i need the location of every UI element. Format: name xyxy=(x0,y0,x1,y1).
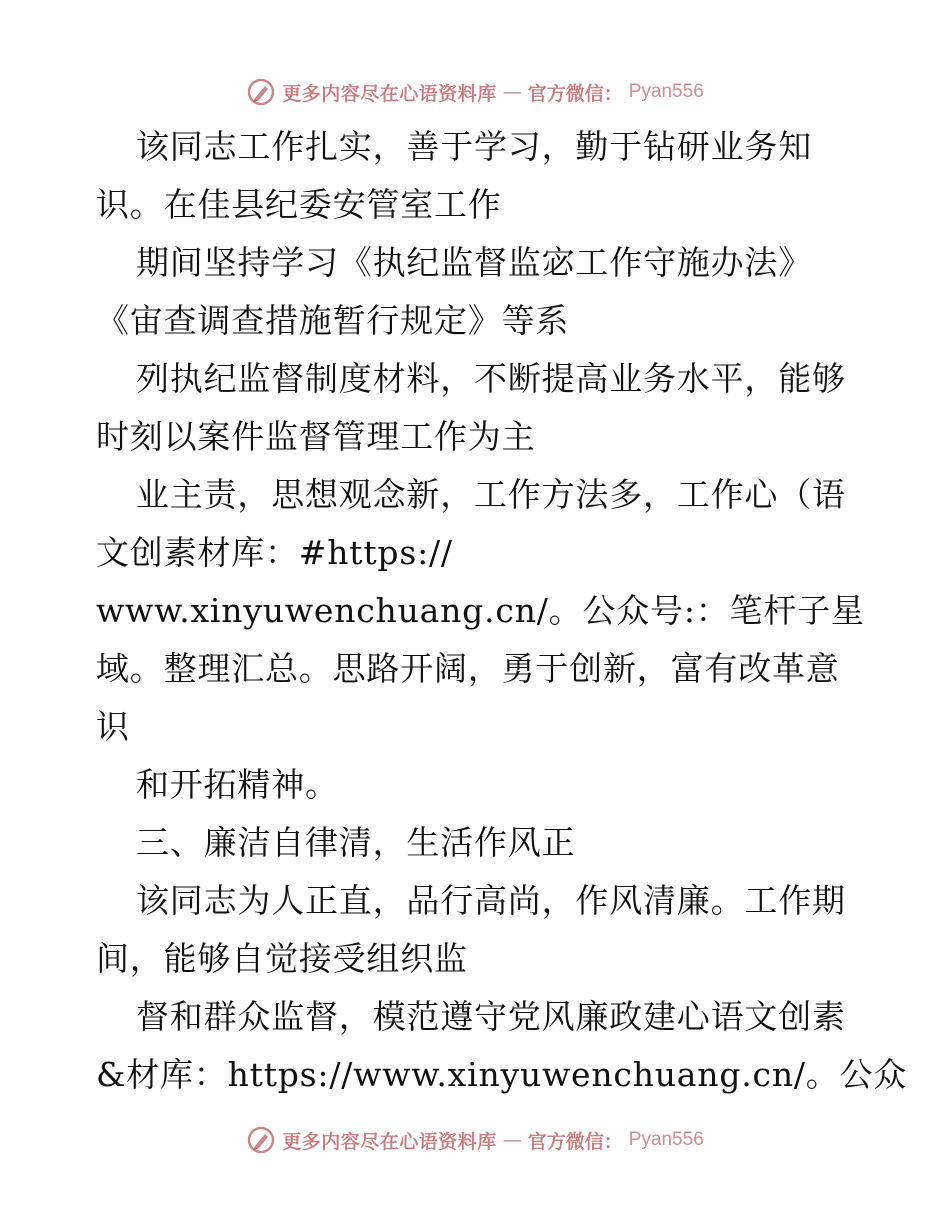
text-line: 识 xyxy=(96,707,130,746)
text-line: 该同志工作扎实，善于学习，勤于钻研业务知 xyxy=(136,127,812,166)
text-line: 督和群众监督，模范遵守党风廉政建心语文创素 xyxy=(136,997,846,1036)
section-heading: 三、廉洁自律清，生活作风正 xyxy=(136,823,576,862)
text-line: 业主责，思想观念新，工作方法多，工作心（语 xyxy=(136,475,846,514)
footer-watermark xyxy=(0,1122,950,1158)
watermark-separator: — xyxy=(502,81,522,103)
text-line: 间，能够自觉接受组织监 xyxy=(96,939,468,978)
text-line: 期间坚持学习《执纪监督监宓工作守施办法》 xyxy=(136,243,812,282)
watermark-wechat-id: Pyan556 xyxy=(628,1129,704,1150)
text-line: 和开拓精神。 xyxy=(136,765,339,804)
text-line: 《宙查调查措施暂行规定》等系 xyxy=(96,301,570,340)
watermark-text: 更多内容尽在心语资料库 xyxy=(282,82,497,105)
text-line: 该同志为人正直，品行高尚，作风清廉。工作期 xyxy=(136,881,846,920)
watermark-wechat-label: 官方微信： xyxy=(527,82,623,105)
text-line: 列执纪监督制度材料，不断提高业务水平，能够 xyxy=(136,359,846,398)
watermark-wechat-label: 官方微信： xyxy=(527,1130,623,1153)
header-watermark xyxy=(0,74,950,110)
watermark-separator: — xyxy=(502,1129,522,1151)
text-line: 文创素材库：#https:// xyxy=(96,533,453,572)
pen-logo-icon xyxy=(246,1125,276,1155)
pen-logo-icon xyxy=(246,77,276,107)
text-line: 识。在佳县纪委安管室工作 xyxy=(96,185,502,224)
text-line: 域。整理汇总。思路开阔，勇于创新，富有改革意 xyxy=(96,649,840,688)
watermark-text: 更多内容尽在心语资料库 xyxy=(282,1130,497,1153)
watermark-wechat-id: Pyan556 xyxy=(628,81,704,102)
text-line: &材库：https://www.xinyuwenchuang.cn/。公众 xyxy=(96,1055,908,1094)
text-line: www.xinyuwenchuang.cn/。公众号:：笔杆子星 xyxy=(96,591,865,630)
text-line: 时刻以案件监督管理工作为主 xyxy=(96,417,536,456)
